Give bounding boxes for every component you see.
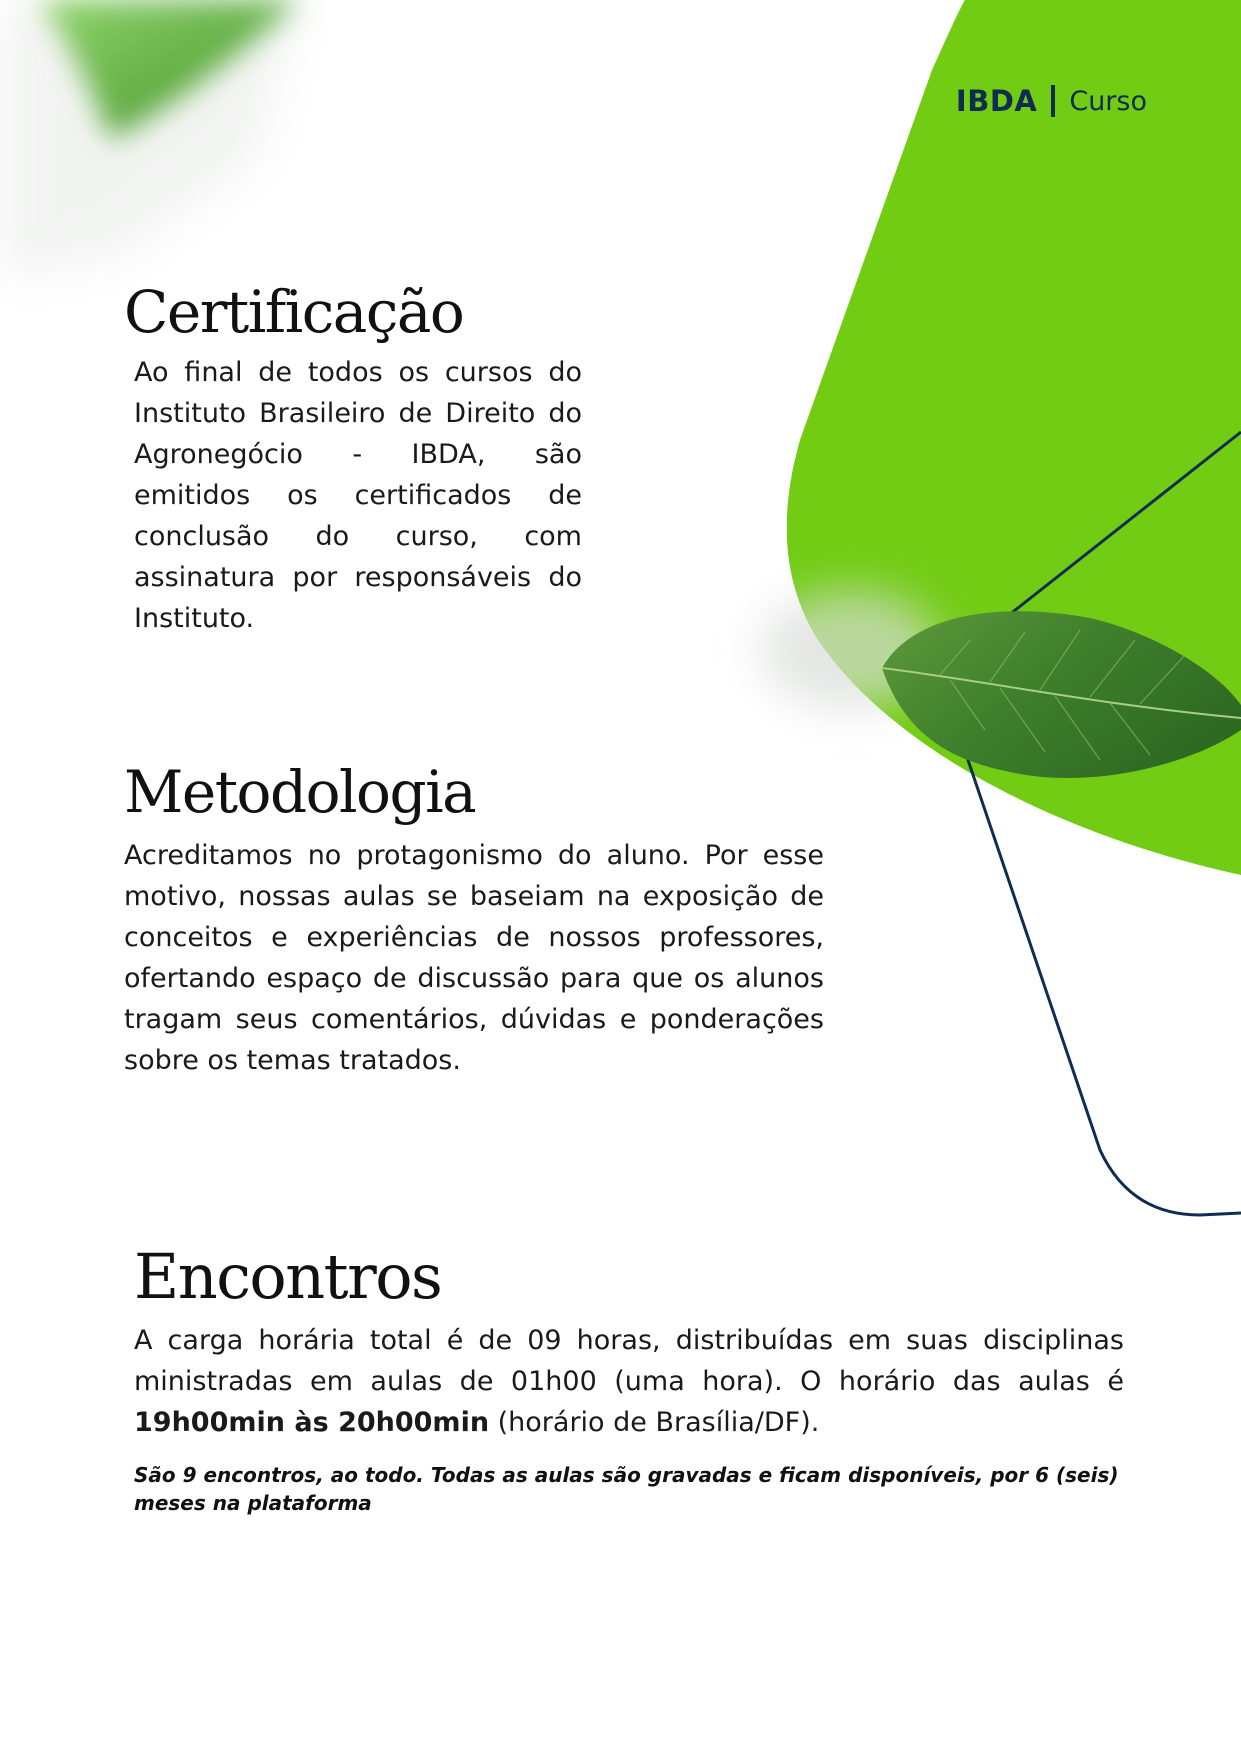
encontros-body-text: A carga horária total é de 09 horas, distribuídas em suas disciplinas ministradas em aulas de 01h00 (uma hora). O horário das aulas é — [134, 1325, 1124, 1397]
encontros-title: Encontros — [134, 1240, 442, 1313]
encontros-note: São 9 encontros, ao todo. Todas as aulas são gravadas e ficam disponíveis, por 6 (seis) meses na plataforma — [134, 1463, 1119, 1515]
brand-divider — [1051, 85, 1055, 117]
header-brand — [956, 84, 1147, 118]
certificacao-title: Certificação — [124, 278, 464, 346]
metodologia-body: Acreditamos no protagonismo do aluno. Por esse motivo, nossas aulas se baseiam na exposição de conceitos e experiências de nossos professores, ofertando espaço de discussão para que os alunos tragam seus comentários, dúvidas e ponderações sobre os temas tratados. — [124, 840, 824, 1076]
brand-subtitle: Curso — [1069, 85, 1147, 117]
encontros-body — [134, 1320, 1124, 1443]
metodologia-title: Metodologia — [124, 758, 476, 826]
brand-name: IBDA — [955, 84, 1038, 118]
certificacao-body: Ao final de todos os cursos do Instituto Brasileiro de Direito do Agronegócio - IBDA, são emitidos os certificados de conclusão do curso, com assinatura por responsáveis do Instituto. — [134, 357, 582, 634]
encontros-schedule: 19h00min às 20h00min — [134, 1407, 490, 1438]
encontros-body-text-end: (horário de Brasília/DF). — [489, 1407, 820, 1438]
